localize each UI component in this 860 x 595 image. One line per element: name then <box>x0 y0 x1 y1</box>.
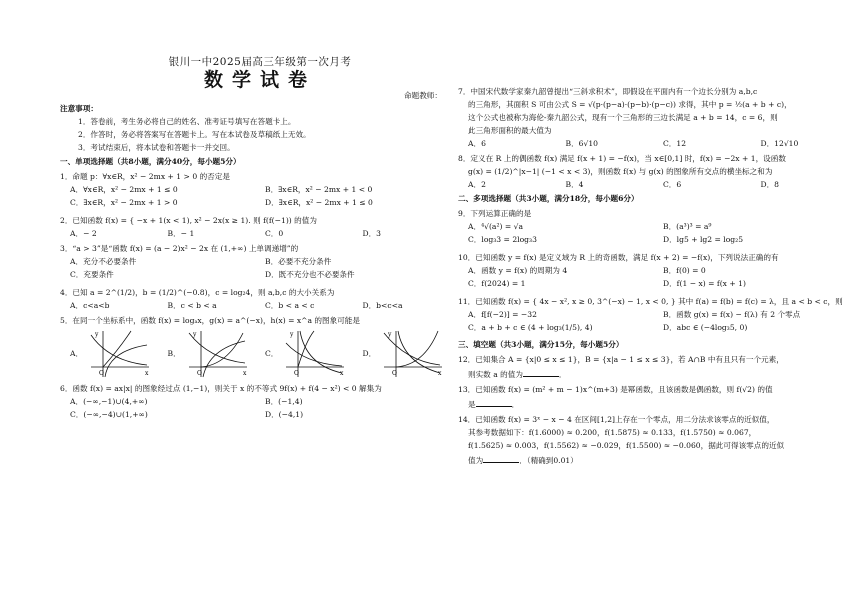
option: B．(a³)³ = a⁹ <box>663 222 712 231</box>
option: D．既不充分也不必要条件 <box>265 270 355 279</box>
svg-text:x: x <box>438 370 442 377</box>
question-2: 2．已知函数 f(x) = { −x + 1(x < 1), x² − 2x(x ≥ 1). 则 f(f(−1)) 的值为 <box>60 216 317 225</box>
svg-text:y: y <box>95 331 99 338</box>
question-2-options <box>60 229 460 239</box>
option <box>70 329 168 379</box>
notice-item: 2．作答时，务必将答案写在答题卡上。写在本试卷及草稿纸上无效。 <box>78 130 311 139</box>
option: C．(−∞,−4)∪(1,+∞) <box>70 410 148 419</box>
option: D．f(1 − x) = f(x + 1) <box>663 279 746 288</box>
question-8-line: 8．定义在 R 上的偶函数 f(x) 满足 f(x + 1) = −f(x)，当 x∈[0,1] 时，f(x) = −2x + 1，设函数 <box>458 154 786 163</box>
section-heading-single-choice: 一、单项选择题（共8小题，满分40分，每小题5分） <box>60 157 241 166</box>
option: D．abc ∈ (−4log₃5, 0) <box>663 323 748 332</box>
option: C．∃x∈R，x² − 2mx + 1 > 0 <box>70 198 178 207</box>
option: A．∀x∈R，x² − 2mx + 1 ≤ 0 <box>70 185 178 194</box>
question-7-line: 这个公式也被称为海伦-秦九韶公式，现有一个三角形的三边长满足 a + b = 14，c = 6，则 <box>468 113 778 122</box>
option: C．0 <box>265 229 284 238</box>
option: D．12√10 <box>760 139 799 148</box>
option: C．充要条件 <box>70 270 114 279</box>
question-9-options <box>458 222 858 248</box>
option: D．8 <box>760 180 780 189</box>
answer-blank <box>523 368 559 377</box>
option: D．3 <box>362 229 382 238</box>
question-14-line: 14．已知函数 f(x) = 3ˣ − x − 4 在区间[1,2]上存在一个零点，用二分法求该零点的近似值， <box>458 415 775 424</box>
section-heading-multi-choice: 二、多项选择题（共3小题，满分18分，每小题6分） <box>458 194 639 203</box>
svg-text:x: x <box>242 370 247 377</box>
svg-text:O: O <box>99 370 104 377</box>
option-label: B． <box>167 349 181 358</box>
option: A．6 <box>468 139 486 148</box>
question-5-graph-options <box>60 329 460 379</box>
question-12-end: ． <box>558 370 567 379</box>
option: A．(−∞,−1)∪(4,+∞) <box>70 397 148 406</box>
question-12-text: 则实数 a 的值为 <box>468 370 523 379</box>
right-column <box>458 82 858 466</box>
question-13-end: ． <box>511 400 520 409</box>
svg-text:x: x <box>340 370 344 377</box>
option-label: A． <box>70 349 84 358</box>
option: A．f[f(−2)] = −32 <box>468 310 537 319</box>
option: B．必要不充分条件 <box>265 257 332 266</box>
option: C．b < a < c <box>265 301 315 310</box>
question-9: 9．下列运算正确的是 <box>458 209 532 218</box>
option: A．− 2 <box>70 229 97 238</box>
option: A．充分不必要条件 <box>70 257 137 266</box>
question-13-line: 13．已知函数 f(x) = (m² + m − 1)x^(m+3) 是幂函数，且该函数是偶函数，则 f(√2) 的值 <box>458 385 773 394</box>
notice-item: 3．考试结束后，将本试卷和答题卡一并交回。 <box>78 143 235 152</box>
option <box>265 329 363 379</box>
option: C．6 <box>663 180 682 189</box>
svg-text:O: O <box>392 370 398 377</box>
option: C．f(2024) = 1 <box>468 279 526 288</box>
subject-title: 数学试卷 <box>203 69 316 91</box>
svg-text:y: y <box>290 331 294 338</box>
svg-text:y: y <box>388 331 392 338</box>
question-11-options <box>458 310 858 336</box>
question-1-options <box>60 185 460 211</box>
option: B．函数 g(x) = f(x) − f(λ) 有 2 个零点 <box>663 310 801 319</box>
question-7-options <box>458 139 858 149</box>
graph-b <box>187 329 249 379</box>
graph-c <box>284 329 346 379</box>
option-label: C． <box>265 349 279 358</box>
option: D．lg5 + lg2 = log₂5 <box>663 235 744 244</box>
option: B．(−1,4) <box>265 397 303 406</box>
option: C．12 <box>663 139 687 148</box>
option: A．函数 y = f(x) 的周期为 4 <box>468 266 568 275</box>
option: D．(−4,1) <box>265 410 304 419</box>
option: B．∃x∈R，x² − 2mx + 1 < 0 <box>265 185 373 194</box>
question-3: 3．“a > 3”是“函数 f(x) = (a − 2)x² − 2x 在 (1,+∞) 上单调递增”的 <box>60 244 299 253</box>
question-5: 5．在同一个坐标系中，函数 f(x) = logₐx，g(x) = a^(−x)，h(x) = x^a 的图象可能是 <box>60 316 360 325</box>
option: A．c<a<b <box>70 301 110 310</box>
option: D．∃x∈R，x² − 2mx + 1 ≤ 0 <box>265 198 373 207</box>
author-line: 命题教师： <box>404 91 442 100</box>
option: C．a + b + c ∈ (4 + log₃(1/5), 4) <box>468 323 593 332</box>
school-title: 银川一中2025届高三年级第一次月考 <box>168 56 352 68</box>
question-8-line: g(x) = (1/2)^|x−1| (−1 < x < 3)，则函数 f(x) 与 g(x) 的图象所有交点的横坐标之和为 <box>468 167 773 176</box>
notice-item: 1．答卷前，考生务必将自己的姓名、准考证号填写在答题卡上。 <box>78 117 296 126</box>
svg-text:O: O <box>294 370 300 377</box>
question-14-line: 其参考数据如下：f(1.6000) ≈ 0.200，f(1.5875) ≈ 0.133，f(1.5750) ≈ 0.067， <box>468 428 757 437</box>
option: C．log₃3 = 2log₃3 <box>468 235 537 244</box>
option <box>363 329 461 379</box>
svg-text:y: y <box>192 331 197 338</box>
question-10-options <box>458 266 858 292</box>
question-6: 6．函数 f(x) = ax|x| 的图象经过点 (1,−1)，则关于 x 的不等式 9f(x) + f(4 − x²) < 0 解集为 <box>60 384 382 393</box>
answer-blank <box>476 398 512 407</box>
svg-text:O: O <box>196 370 202 377</box>
question-14-text: 值为 <box>468 456 484 465</box>
question-8-options <box>458 180 858 190</box>
question-12-line <box>458 368 858 380</box>
option: B．6√10 <box>565 139 599 148</box>
section-heading-fill-blank: 三、填空题（共3小题，满分15分，每小题5分） <box>458 340 624 349</box>
notice-title: 注意事项： <box>60 104 98 113</box>
question-13-text: 是 <box>468 400 476 409</box>
question-7-line: 7．中国宋代数学家秦九韶曾提出“三斜求积术”，即假设在平面内有一个边长分别为 a,b,c <box>458 87 758 96</box>
question-14-end: ．（精确到0.01） <box>519 456 578 465</box>
graph-d <box>382 329 444 379</box>
question-14-line: f(1.5625) ≈ 0.003，f(1.5562) ≈ −0.029，f(1.5500) ≈ −0.060，据此可得该零点的近似 <box>468 441 785 450</box>
svg-text:x: x <box>145 370 149 377</box>
option-label: D． <box>362 349 377 358</box>
option: A．⁴√(a²) = √a <box>468 222 524 231</box>
question-3-options <box>60 257 460 283</box>
option: B．4 <box>565 180 584 189</box>
option: A．2 <box>468 180 486 189</box>
graph-a <box>89 329 151 379</box>
question-7-line: 的三角形，其面积 S 可由公式 S = √(p·(p−a)·(p−b)·(p−c)) 求得，其中 p = ½(a + b + c)， <box>468 100 792 109</box>
question-1: 1．命题 p：∀x∈R，x² − 2mx + 1 > 0 的否定是 <box>60 172 230 181</box>
question-7-line: 此三角形面积的最大值为 <box>468 126 552 135</box>
question-4-options <box>60 301 460 311</box>
option: B．c < b < a <box>167 301 217 310</box>
option: B．f(0) = 0 <box>663 266 706 275</box>
question-14-line <box>458 454 858 466</box>
option <box>168 329 266 379</box>
question-6-options <box>60 397 460 423</box>
question-13-line <box>458 398 858 410</box>
answer-blank <box>483 454 519 463</box>
question-10: 10．已知函数 y = f(x) 是定义域为 R 上的奇函数，满足 f(x + 2) = −f(x)，下列说法正确的有 <box>458 253 779 262</box>
question-4: 4．已知 a = 2^(1/2)，b = (1/2)^(−0.8)，c = log₂4，则 a,b,c 的大小关系为 <box>60 288 335 297</box>
question-11: 11．已知函数 f(x) = { 4x − x², x ≥ 0, 3^(−x) − 1, x < 0, } 其中 f(a) = f(b) = f(c) = λ，且 a < b < c，则 <box>458 297 843 306</box>
option: B．− 1 <box>167 229 195 238</box>
option: D．b<c<a <box>362 301 403 310</box>
question-12-line: 12．已知集合 A = {x|0 ≤ x ≤ 1}，B = {x|a − 1 ≤ x ≤ 3}，若 A∩B 中有且只有一个元素， <box>458 355 784 364</box>
left-column <box>60 0 460 423</box>
